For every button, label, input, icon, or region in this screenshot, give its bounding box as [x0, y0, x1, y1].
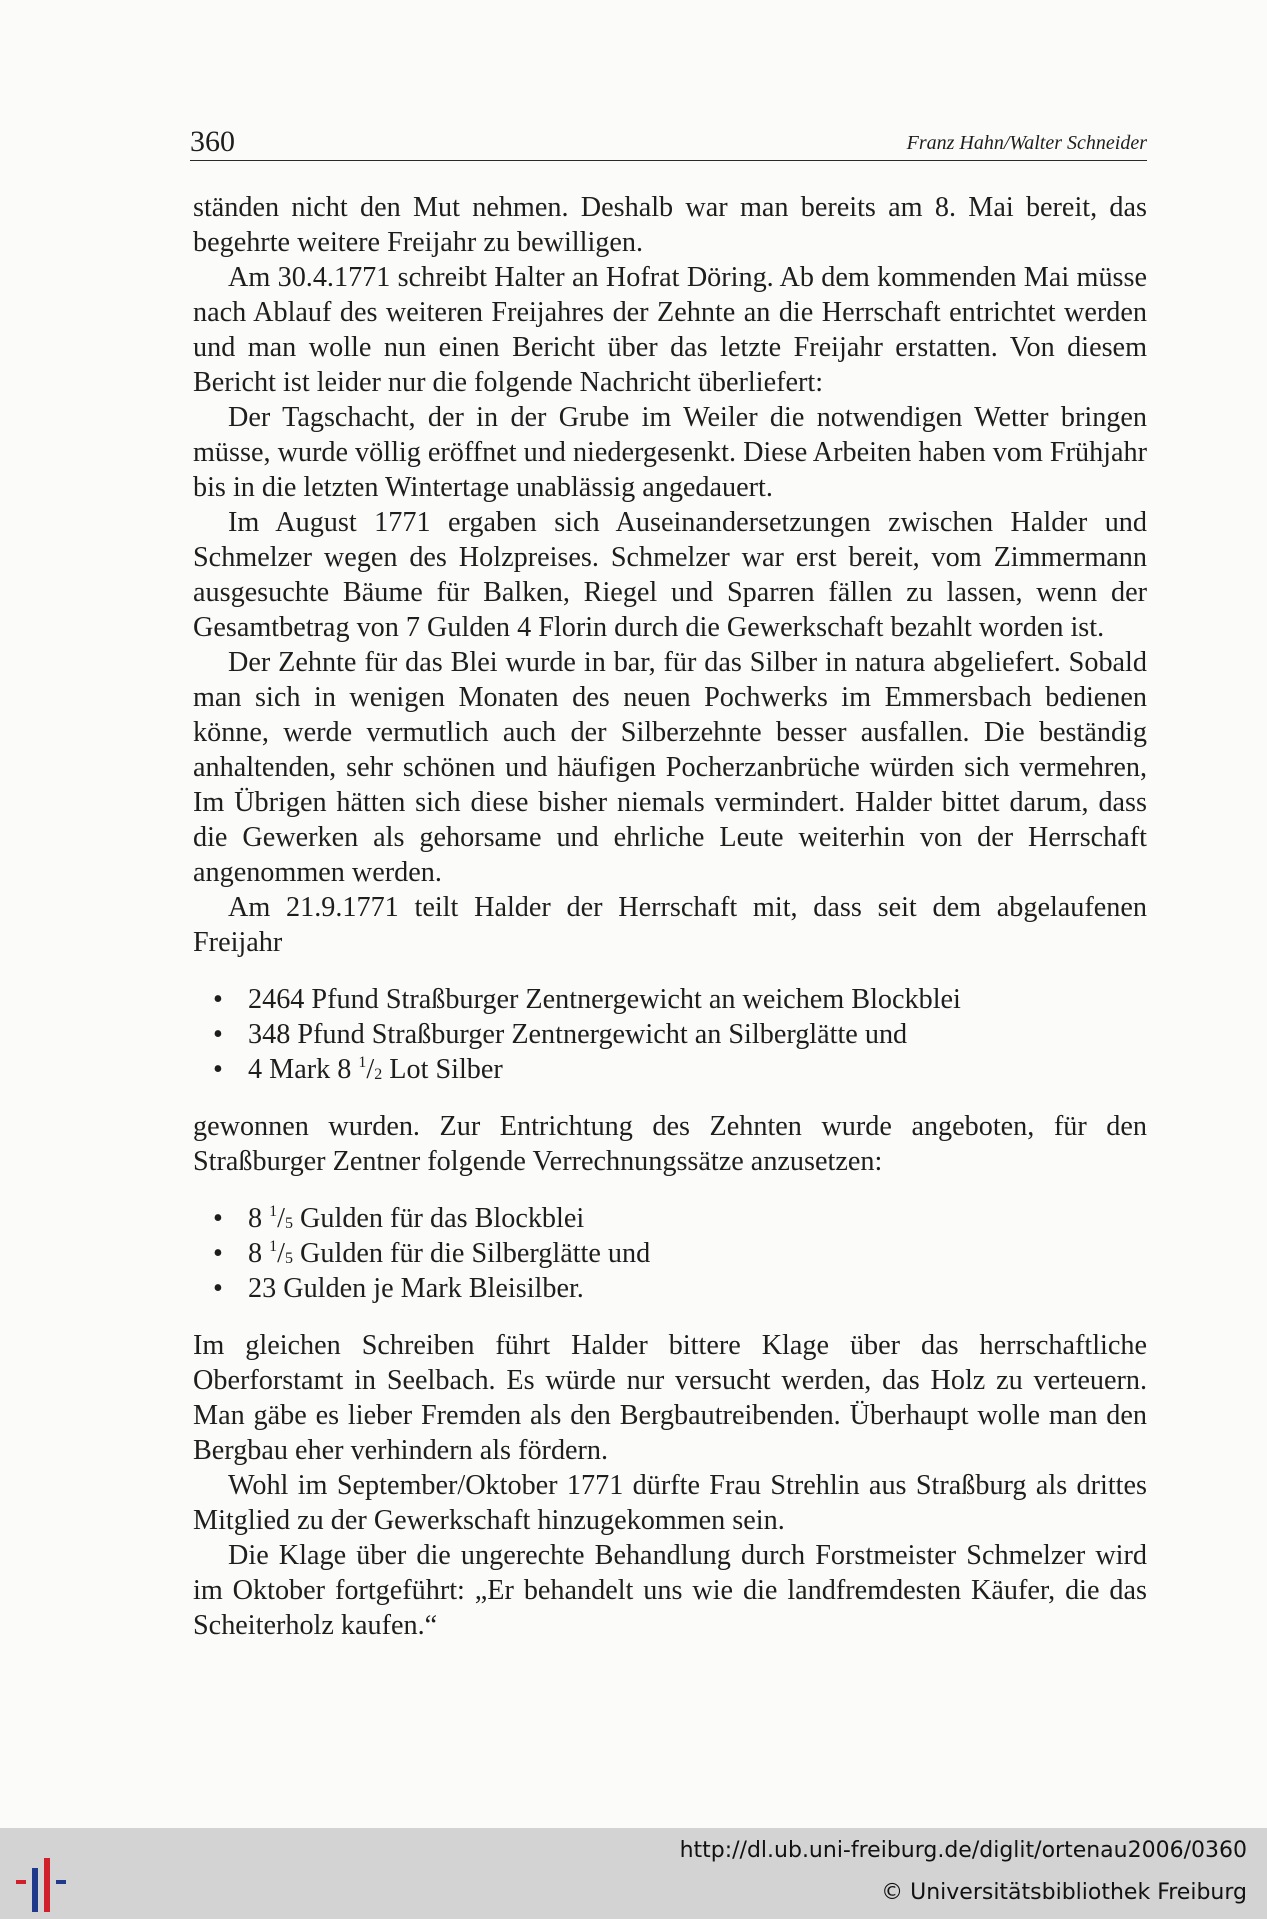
list-item: • 23 Gulden je Mark Bleisilber.: [213, 1273, 584, 1304]
paragraph: ständen nicht den Mut nehmen. Deshalb war man bereits am 8. Mai bereit, das begehrte weitere Freijahr zu bewilligen.: [193, 192, 1147, 258]
bullet: •: [213, 1273, 223, 1304]
list-item: • 2464 Pfund Straßburger Zentnergewicht an weichem Blockblei: [213, 984, 961, 1015]
fraction: $^1/_5$: [269, 1238, 293, 1269]
paragraph: Im August 1771 ergaben sich Auseinandersetzungen zwischen Halder und Schmelzer wegen des Holzpreises. Schmelzer war erst bereit, vom Zimmermann ausgesuchte Bäume für Balken, Riegel und Sparren fällen zu lassen, wenn der Gesamtbetrag von 7 Gulden 4 Florin durch die Gewerkschaft bezahlt worden ist.: [193, 507, 1147, 643]
list-item: • 4 Mark 8 $^1/_2$ Lot Silber: [213, 1054, 503, 1085]
page-header: [190, 124, 1147, 161]
list-item: • 348 Pfund Straßburger Zentnergewicht an Silberglätte und: [213, 1019, 908, 1050]
paragraph: Die Klage über die ungerechte Behandlung durch Forstmeister Schmelzer wird im Oktober fortgeführt: „Er behandelt uns wie die landfremdesten Käufer, die das Scheiterholz kaufen.“: [193, 1540, 1147, 1641]
paragraph: Wohl im September/Oktober 1771 dürfte Frau Strehlin aus Straßburg als drittes Mitglied zu der Gewerkschaft hinzugekommen sein.: [193, 1470, 1147, 1536]
logo-bar: [44, 1858, 50, 1912]
bullet: •: [213, 1238, 223, 1269]
paragraph: Am 30.4.1771 schreibt Halter an Hofrat Döring. Ab dem kommenden Mai müsse nach Ablauf des weiteren Freijahres der Zehnte an die Herrschaft entrichtet werden und man wolle nun einen Bericht über das letzte Freijahr erstatten. Von diesem Bericht ist leider nur die folgende Nachricht überliefert:: [193, 262, 1147, 398]
list-item: • 8 $^1/_5$ Gulden für das Blockblei: [213, 1203, 585, 1234]
paragraph: Am 21.9.1771 teilt Halder der Herrschaft mit, dass seit dem abgelaufenen Freijahr: [193, 892, 1147, 958]
footer-bar: [0, 1828, 1267, 1919]
paragraph: Der Tagschacht, der in der Grube im Weiler die notwendigen Wetter bringen müsse, wurde völlig eröffnet und niedergesenkt. Diese Arbeiten haben vom Frühjahr bis in die letzten Wintertage unablässig angedauert.: [193, 402, 1147, 503]
page-number: 360: [190, 125, 235, 158]
fraction: $^1/_2$: [358, 1054, 383, 1085]
body-text: [193, 190, 1147, 1643]
paragraph: gewonnen wurden. Zur Entrichtung des Zehnten wurde angeboten, für den Straßburger Zentner folgende Verrechnungssätze anzusetzen:: [193, 1111, 1147, 1177]
bullet: •: [213, 1054, 223, 1085]
logo-dash: [56, 1880, 66, 1884]
yield-list: [193, 982, 1147, 1087]
bullet: •: [213, 1019, 223, 1050]
list-item: • 8 $^1/_5$ Gulden für die Silberglätte und: [213, 1238, 651, 1269]
library-logo-icon: [14, 1858, 84, 1914]
source-link[interactable]: http://dl.ub.uni-freiburg.de/diglit/ortenau2006/0360: [679, 1838, 1247, 1863]
bullet: •: [213, 1203, 223, 1234]
running-head: Franz Hahn/Walter Schneider: [906, 132, 1147, 154]
fraction: $^1/_5$: [269, 1203, 293, 1234]
bullet: •: [213, 984, 223, 1015]
logo-bar: [32, 1868, 38, 1912]
rates-list: [193, 1201, 1147, 1306]
paragraph: Der Zehnte für das Blei wurde in bar, für das Silber in natura abgeliefert. Sobald man sich in wenigen Monaten des neuen Pochwerks im Emmersbach bedienen könne, werde vermutlich auch der Silberzehnte besser ausfallen. Die beständig anhaltenden, sehr schönen und häufigen Pocherzanbrüche würden sich vermehren, Im Übrigen hätten sich diese bisher niemals vermindert. Halder bittet darum, dass die Gewerken als gehorsame und ehrliche Leute weiterhin von der Herrschaft angenommen werden.: [193, 647, 1147, 888]
logo-dash: [16, 1880, 26, 1884]
paragraph: Im gleichen Schreiben führt Halder bittere Klage über das herrschaftliche Oberforstamt in Seelbach. Es würde nur versucht werden, das Holz zu verteuern. Man gäbe es lieber Fremden als den Bergbautreibenden. Überhaupt wolle man den Bergbau eher verhindern als fördern.: [193, 1330, 1147, 1466]
copyright-notice: © Universitätsbibliothek Freiburg: [881, 1880, 1247, 1905]
